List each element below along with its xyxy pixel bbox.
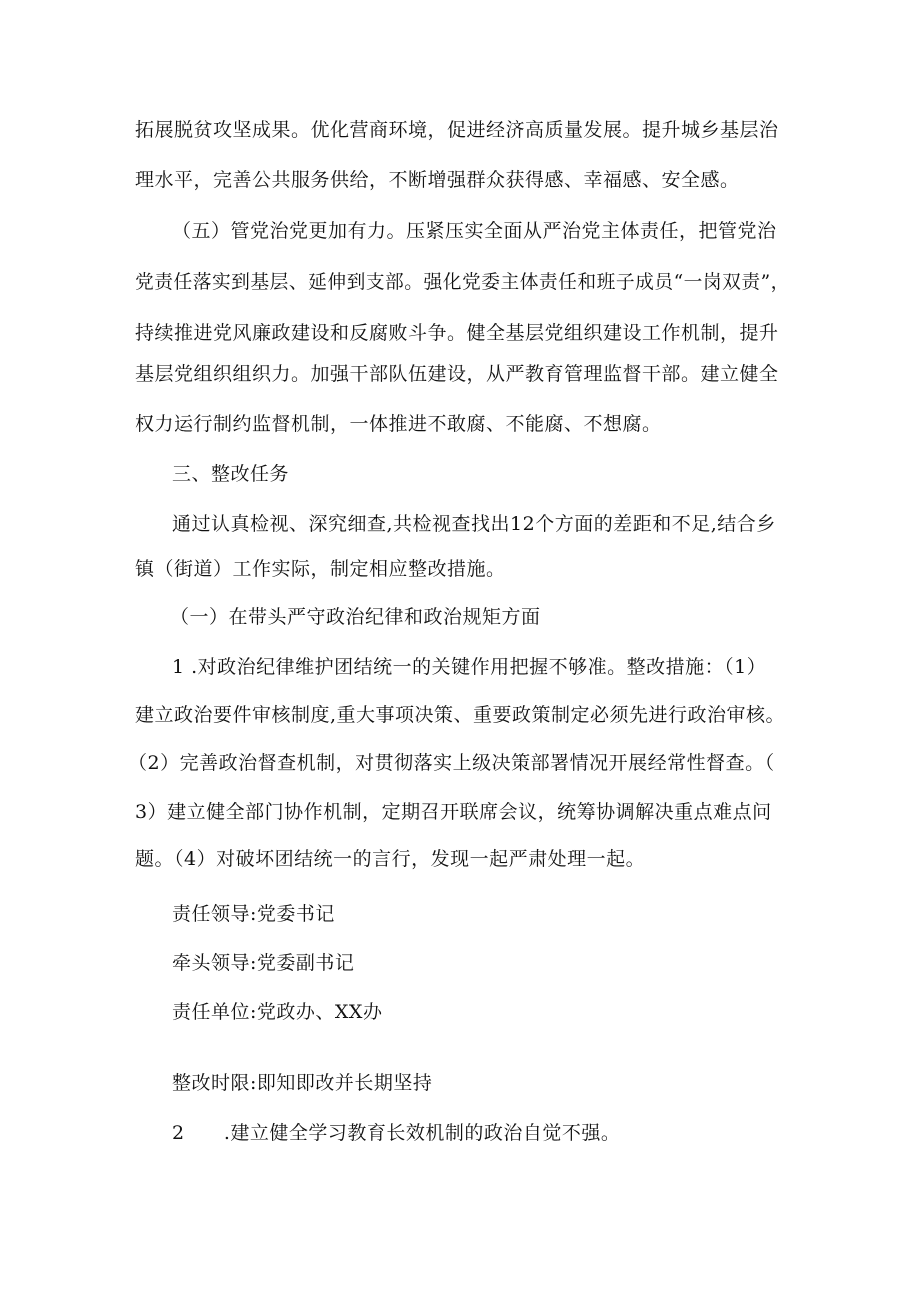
paragraph-line-1: 拓展脱贫攻坚成果。优化营商环境，促进经济高质量发展。提升城乡基层治 xyxy=(135,119,779,141)
rectification-deadline: 整改时限:即知即改并长期坚持 xyxy=(172,1072,433,1094)
paragraph-line-15: 3）建立健全部门协作机制，定期召开联席会议，统筹协调解决重点难点问 xyxy=(135,801,772,823)
paragraph-line-4: 党责任落实到基层、延伸到支部。强化党委主体责任和班子成员“一岗双责”， xyxy=(135,271,790,293)
paragraph-line-10: 镇（街道）工作实际，制定相应整改措施。 xyxy=(135,558,506,580)
paragraph-line-2: 理水平，完善公共服务供给，不断增强群众获得感、幸福感、安全感。 xyxy=(135,169,740,191)
paragraph-line-6: 基层党组织组织力。加强干部队伍建设，从严教育管理监督干部。建立健全 xyxy=(135,363,779,385)
subsection-heading: （一）在带头严守政治纪律和政治规矩方面 xyxy=(170,606,541,628)
lead-leader: 牵头领导:党委副书记 xyxy=(172,952,355,974)
paragraph-line-13: 建立政治要件审核制度,重大事项决策、重要政策制定必须先进行政治审核。 xyxy=(135,704,786,726)
paragraph-line-7: 权力运行制约监督机制，一体推进不敢腐、不能腐、不想腐。 xyxy=(135,413,662,435)
paragraph-line-9: 通过认真检视、深究细查,共检视查找出12个方面的差距和不足,结合乡 xyxy=(172,513,776,535)
paragraph-line-14: （2）完善政治督查机制，对贯彻落实上级决策部署情况开展经常性督查。（ xyxy=(128,752,775,774)
paragraph-line-16: 题。（4）对破坏团结统一的言行，发现一起严肃处理一起。 xyxy=(135,848,646,870)
section-heading: 三、整改任务 xyxy=(172,463,290,485)
paragraph-line-5: 持续推进党风廉政建设和反腐败斗争。健全基层党组织建设工作机制，提升 xyxy=(135,322,779,344)
responsible-unit: 责任单位:党政办、XX办 xyxy=(172,1001,383,1023)
paragraph-line-21: 2 .建立健全学习教育长效机制的政治自觉不强。 xyxy=(172,1122,621,1144)
paragraph-line-3: （五）管党治党更加有力。压紧压实全面从严治党主体责任，把管党治 xyxy=(172,220,777,242)
responsible-leader: 责任领导:党委书记 xyxy=(172,903,335,925)
paragraph-line-12: 1 .对政治纪律维护团结统一的关键作用把握不够准。整改措施：（1） xyxy=(172,656,767,678)
